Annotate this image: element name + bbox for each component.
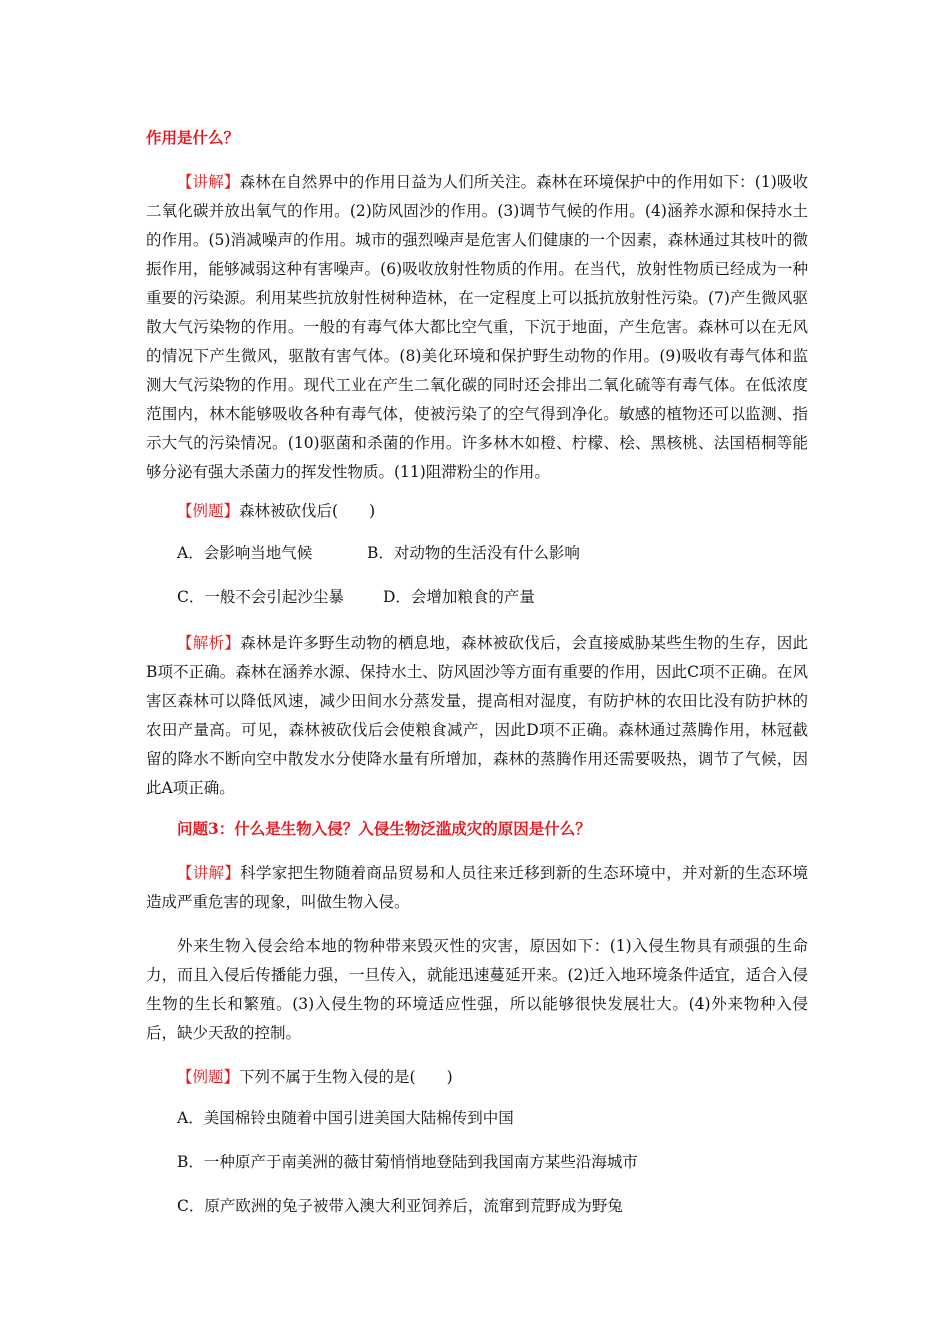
option-a: A．会影响当地气候 (177, 544, 313, 562)
invasion-causes-paragraph: 外来生物入侵会给本地的物种带来毁灭性的灾害，原因如下：(1)入侵生物具有顽强的生命力，而且入侵后传播能力强，一旦传入，就能迅速蔓延开来。(2)迁入地环境条件适宜，适合入侵生物的生长和繁殖。(3)入侵生物的环境适应性强，所以能够很快发展壮大。(4)外来物种入侵后，缺少天敌的控制。 (146, 937, 808, 1042)
analysis-paragraph (146, 629, 808, 803)
example-question-text-2: 下列不属于生物入侵的是( ) (239, 1068, 453, 1086)
option-c: C．一般不会引起沙尘暴 (177, 588, 344, 606)
example-question-2 (146, 1063, 808, 1092)
analysis-tag: 【解析】 (177, 634, 241, 652)
question-3-heading: 问题3：什么是生物入侵？入侵生物泛滥成灾的原因是什么？ (177, 819, 591, 838)
option-b: B．对动物的生活没有什么影响 (367, 544, 580, 562)
explanation-text: 森林在自然界中的作用日益为人们所关注。森林在环境保护中的作用如下：(1)吸收二氧化碳并放出氧气的作用。(2)防风固沙的作用。(3)调节气候的作用。(4)涵养水源和保持水土的作用。(5)消减噪声的作用。城市的强烈噪声是危害人们健康的一个因素，森林通过其枝叶的微振作用，能够减弱这种有害噪声。(6)吸收放射性物质的作用。在当代，放射性物质已经成为一种重要的污染源。利用某些抗放射性树种造林，在一定程度上可以抵抗放射性污染。(7)产生微风驱散大气污染物的作用。一般的有毒气体大都比空气重，下沉于地面，产生危害。森林可以在无风的情况下产生微风，驱散有害气体。(8)美化环境和保护野生动物的作用。(9)吸收有毒气体和监测大气污染物的作用。现代工业在产生二氧化碳的同时还会排出二氧化硫等有毒气体。在低浓度范围内，林木能够吸收各种有毒气体，使被污染了的空气得到净化。敏感的植物还可以监测、指示大气的污染情况。(10)驱菌和杀菌的作用。许多林木如橙、柠檬、桧、黑核桃、法国梧桐等能够分泌有强大杀菌力的挥发性物质。(11)阻滞粉尘的作用。 (146, 173, 808, 481)
example-tag: 【例题】 (177, 502, 240, 520)
example-question-1 (146, 497, 808, 526)
explanation-paragraph-invasion (146, 859, 808, 917)
option-b-2: B．一种原产于南美洲的薇甘菊悄悄地登陆到我国南方某些沿海城市 (177, 1153, 638, 1171)
analysis-text: 森林是许多野生动物的栖息地，森林被砍伐后，会直接威胁某些生物的生存，因此B项不正确。森林在涵养水源、保持水土、防风固沙等方面有重要的作用，因此C项不正确。在风害区森林可以降低风速，减少田间水分蒸发量，提高相对湿度，有防护林的农田比没有防护林的农田产量高。可见，森林被砍伐后会使粮食减产，因此D项不正确。森林通过蒸腾作用，林冠截留的降水不断向空中散发水分使降水量有所增加，森林的蒸腾作用还需要吸热，调节了气候，因此A项正确。 (146, 634, 808, 797)
explanation-text-2: 科学家把生物随着商品贸易和人员往来迁移到新的生态环境中，并对新的生态环境造成严重危害的现象，叫做生物入侵。 (146, 864, 808, 911)
option-d: D．会增加粮食的产量 (383, 588, 535, 606)
option-a-2: A．美国棉铃虫随着中国引进美国大陆棉传到中国 (177, 1109, 514, 1127)
example-tag-2: 【例题】 (177, 1068, 240, 1086)
option-c-2: C．原产欧洲的兔子被带入澳大利亚饲养后，流窜到荒野成为野兔 (177, 1197, 623, 1215)
explanation-tag-2: 【讲解】 (177, 864, 241, 882)
example-question-text: 森林被砍伐后( ) (239, 502, 376, 520)
section-heading-continued: 作用是什么？ (146, 128, 240, 147)
explanation-paragraph-forest (146, 168, 808, 487)
explanation-tag: 【讲解】 (177, 173, 240, 191)
